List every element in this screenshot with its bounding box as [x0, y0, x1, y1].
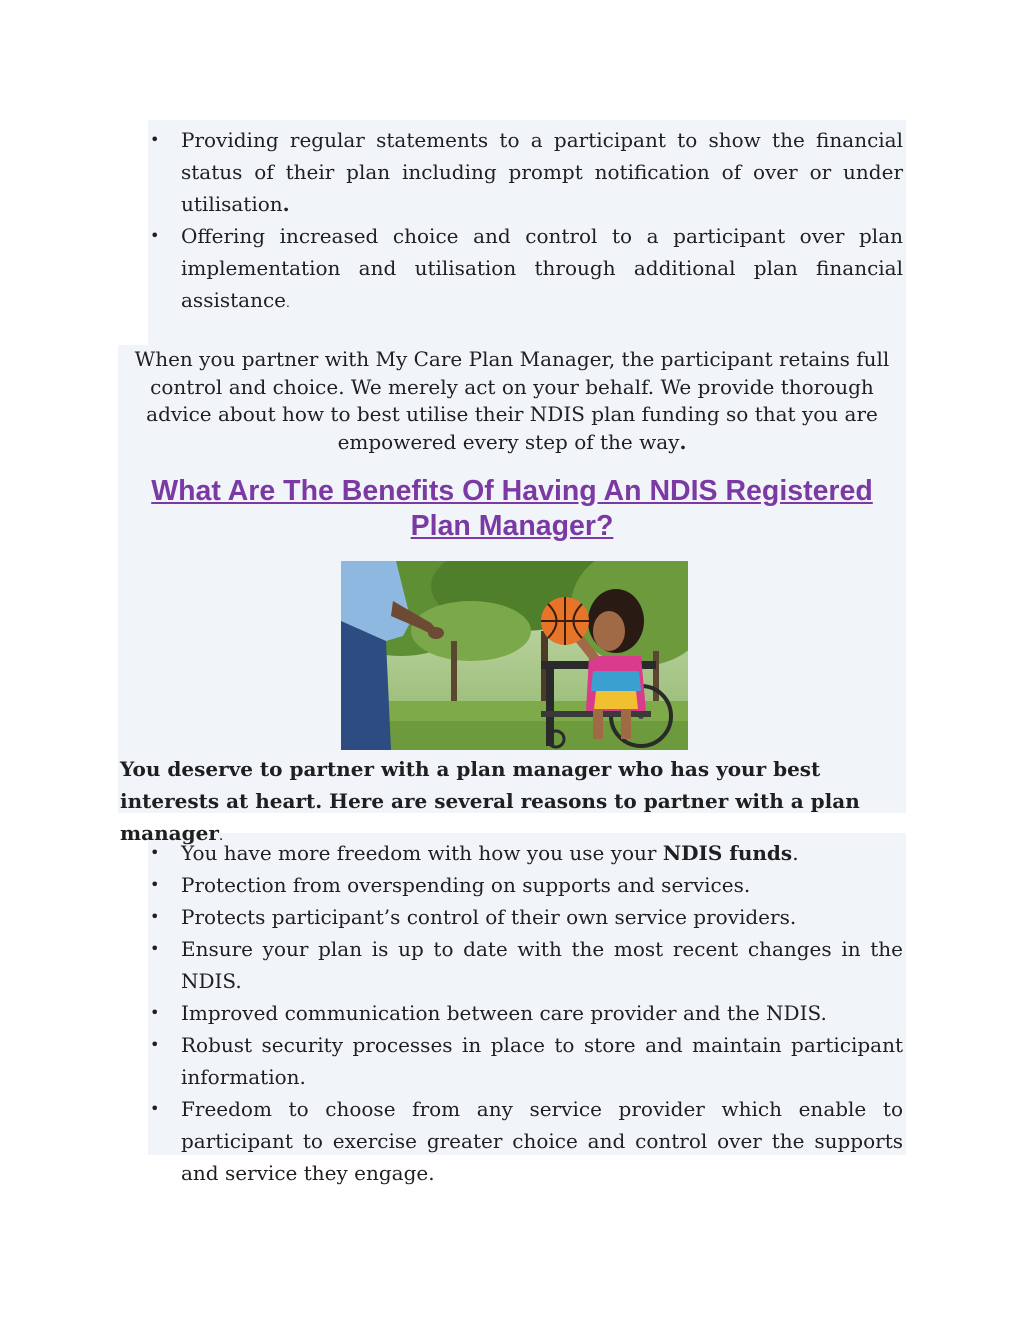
list-item: • Freedom to choose from any service provider which enable to participant to exercise greater choice and control over the supports and service they engage.: [148, 1093, 903, 1189]
bullet-icon: •: [150, 1035, 160, 1054]
photo-girl-wheelchair-basketball-image: [341, 561, 688, 750]
bullet-icon: •: [150, 130, 160, 149]
list-item: • Offering increased choice and control to a participant over plan implementation and utilisation through additional plan financial assistance.: [148, 220, 903, 319]
list-item: • Improved communication between care provider and the NDIS.: [148, 997, 903, 1029]
bullet-icon: •: [150, 1003, 160, 1022]
list-item: • Ensure your plan is up to date with the most recent changes in the NDIS.: [148, 933, 903, 997]
list-item: • Robust security processes in place to store and maintain participant information.: [148, 1029, 903, 1093]
intro-paragraph: When you partner with My Care Plan Manager, the participant retains full control and choice. We merely act on your behalf. We provide thorough advice about how to best utilise their NDIS plan funding so that you are empowered every step of the way.: [134, 347, 890, 454]
bullet-icon: •: [150, 226, 160, 245]
benefits-heading[interactable]: What Are The Benefits Of Having An NDIS Registered Plan Manager?: [151, 475, 873, 542]
list-item: • Providing regular statements to a participant to show the financial status of their plan including prompt notification of over or under utilisation.: [148, 124, 903, 220]
bullet-icon: •: [150, 843, 160, 862]
bullet-icon: •: [150, 1099, 160, 1118]
photo-illustration: [341, 561, 688, 750]
list-item: • Protects participant’s control of their own service providers.: [148, 901, 903, 933]
bullet-icon: •: [150, 875, 160, 894]
reasons-bullet-list: [148, 837, 903, 1189]
reasons-intro: You deserve to partner with a plan manager who has your best interests at heart. Here are several reasons to partner with a plan manager.: [120, 757, 860, 845]
bullet-icon: •: [150, 907, 160, 926]
list-item: • Protection from overspending on supports and services.: [148, 869, 903, 901]
list-item: • You have more freedom with how you use your NDIS funds.: [148, 837, 903, 869]
bullet-icon: •: [150, 939, 160, 958]
top-bullet-list: [148, 124, 903, 319]
